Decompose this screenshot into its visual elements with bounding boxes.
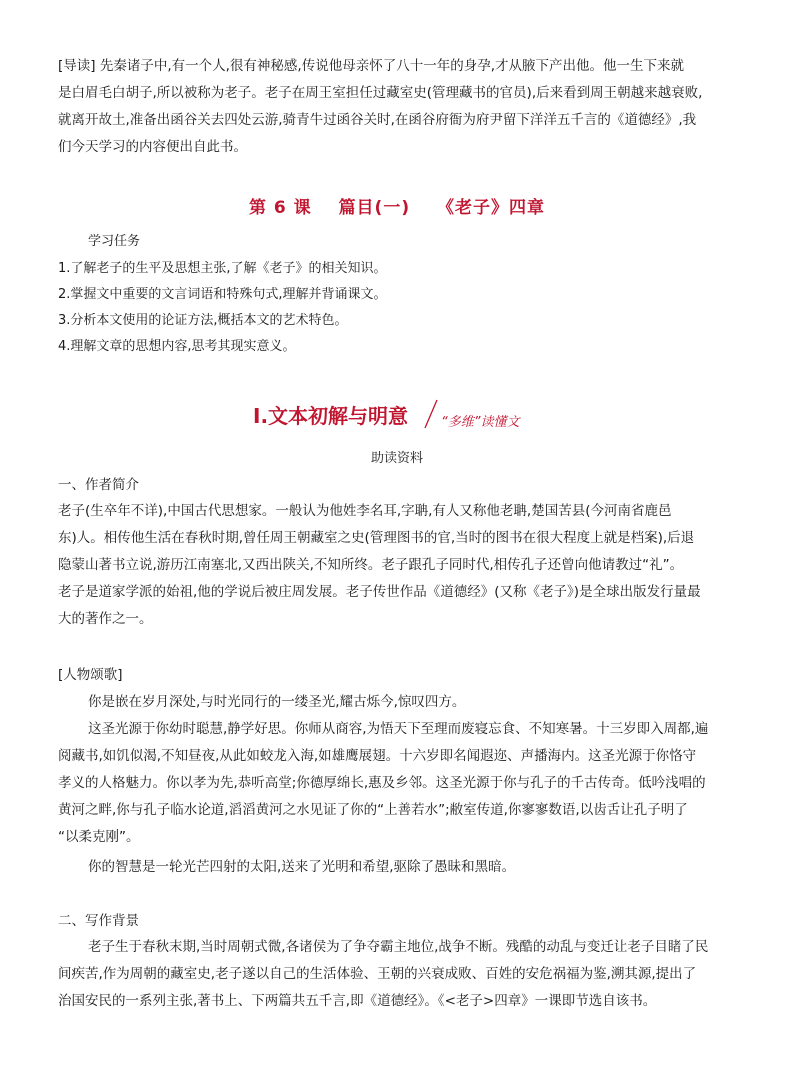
intro-line: [导读] 先秦诸子中,有一个人,很有神秘感,传说他母亲怀了八十一年的身孕,才从腋下产出他。他一生下来就 bbox=[58, 58, 684, 74]
ode-line: 孝义的人格魅力。你以孝为先,恭听高堂;你德厚绵长,惠及乡邻。这圣光源于你与孔子的千古传奇。低吟浅唱的 bbox=[58, 775, 706, 791]
author-line: 隐蒙山著书立说,游历江南塞北,又西出陕关,不知所终。老子跟孔子同时代,相传孔子还曾向他请教过“礼”。 bbox=[58, 557, 684, 573]
slash-divider-icon bbox=[421, 398, 441, 430]
lesson-title bbox=[0, 193, 794, 218]
ode-line: “以柔克刚”。 bbox=[58, 829, 140, 845]
section-heading: 一、作者简介 bbox=[58, 477, 139, 493]
lesson-section: 篇目(一) bbox=[338, 198, 411, 218]
task-item: 1.了解老子的生平及思想主张,了解《老子》的相关知识。 bbox=[58, 261, 387, 276]
ode-line: 你是嵌在岁月深处,与时光同行的一缕圣光,耀古烁今,惊叹四方。 bbox=[88, 694, 466, 710]
author-line: 大的著作之一。 bbox=[58, 611, 153, 627]
section-heading: 二、写作背景 bbox=[58, 913, 139, 929]
banner-sub: “多维”读懂文 bbox=[441, 415, 520, 430]
author-line: 老子是道家学派的始祖,他的学说后被庄周发展。老子传世作品《道德经》(又称《老子》)是全球出版发行量最 bbox=[58, 584, 701, 600]
author-line: 东)人。相传他生活在春秋时期,曾任周王朝藏室之史(管理图书的官,当时的图书在很大程度上就是档案),后退 bbox=[58, 530, 695, 546]
task-item: 3.分析本文使用的论证方法,概括本文的艺术特色。 bbox=[58, 313, 348, 328]
background-line: 老子生于春秋末期,当时周朝式微,各诸侯为了争夺霸主地位,战争不断。残酷的动乱与变迁让老子目睹了民 bbox=[88, 939, 709, 955]
ode-line: 阅藏书,如饥似渴,不知昼夜,从此如蛟龙入海,如雄鹰展翅。十六岁即名闻遐迩、声播海内。这圣光源于你恪守 bbox=[58, 748, 697, 764]
ode-line: 你的智慧是一轮光芒四射的太阳,送来了光明和希望,驱除了愚昧和黑暗。 bbox=[88, 859, 516, 875]
ode-line: 这圣光源于你幼时聪慧,静学好思。你师从商容,为悟天下至理而废寝忘食、不知寒暑。十三岁即入周都,遍 bbox=[88, 721, 709, 737]
ode-line: 黄河之畔,你与孔子临水论道,滔滔黄河之水见证了你的“上善若水”;敝室传道,你寥寥数语,以齿舌让孔子明了 bbox=[58, 802, 688, 818]
task-item: 4.理解文章的思想内容,思考其现实意义。 bbox=[58, 339, 296, 354]
lesson-name: 《老子》四章 bbox=[437, 198, 546, 218]
intro-line: 就离开故土,准备出函谷关去四处云游,骑青牛过函谷关时,在函谷府衙为府尹留下洋洋五千言的《道德经》,我 bbox=[58, 112, 697, 128]
lesson-number: 第 6 课 bbox=[248, 198, 312, 218]
reading-label: 助读资料 bbox=[370, 451, 423, 466]
author-line: 老子(生卒年不详),中国古代思想家。一般认为他姓李名耳,字聃,有人又称他老聃,楚国苦县(今河南省鹿邑 bbox=[58, 503, 672, 519]
background-line: 间疾苦,作为周朝的藏室史,老子遂以自己的生活体验、王朝的兴衰成败、百姓的安危祸福为鉴,溯其源,提出了 bbox=[58, 966, 697, 982]
banner-main: Ⅰ.文本初解与明意 bbox=[253, 404, 409, 428]
task-item: 2.掌握文中重要的文言词语和特殊句式,理解并背诵课文。 bbox=[58, 287, 387, 302]
intro-line: 们今天学习的内容便出自此书。 bbox=[58, 139, 247, 155]
intro-line: 是白眉毛白胡子,所以被称为老子。老子在周王室担任过藏室史(管理藏书的官员),后来看到周王朝越来越衰败, bbox=[58, 85, 703, 101]
ode-heading: [人物颂歌] bbox=[58, 667, 123, 683]
tasks-heading: 学习任务 bbox=[88, 234, 141, 249]
background-line: 治国安民的一系列主张,著书上、下两篇共五千言,即《道德经》。《<老子>四章》一课即节选自该书。 bbox=[58, 993, 657, 1009]
